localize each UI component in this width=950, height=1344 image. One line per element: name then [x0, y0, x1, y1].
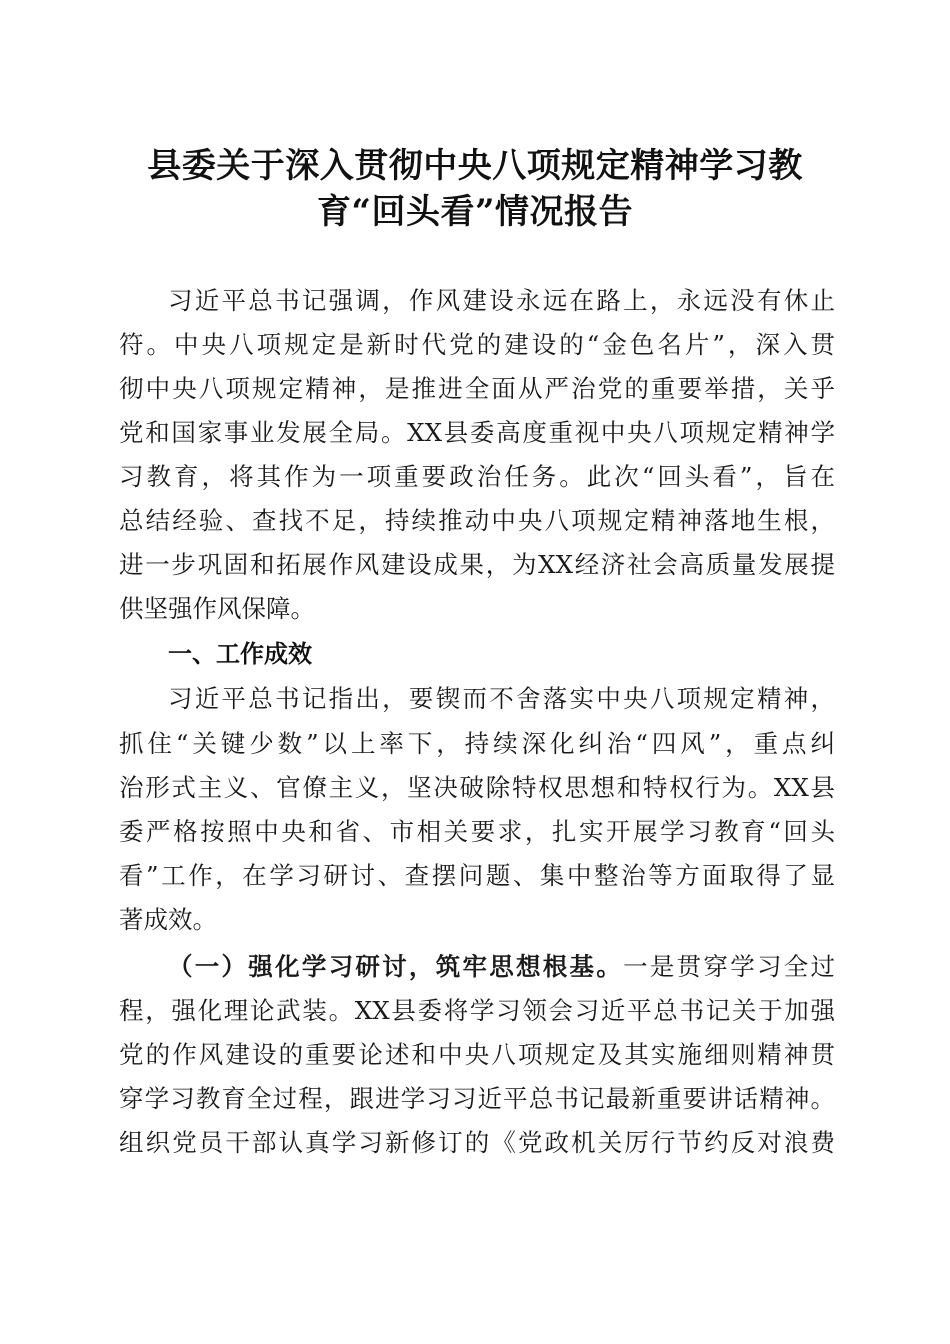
- subsection1-line: 党的作风建设的重要论述和中央八项规定及其实施细则精神贯: [119, 1040, 835, 1069]
- intro-line: 符。中央八项规定是新时代党的建设的“金色名片”，深入贯: [119, 330, 835, 359]
- section1-line: 著成效。: [119, 905, 217, 934]
- subsection1-line: 穿学习教育全过程，跟进学习习近平总书记最新重要讲话精神。: [119, 1084, 835, 1113]
- intro-line: 进一步巩固和拓展作风建设成果，为XX经济社会高质量发展提: [119, 550, 835, 579]
- section1-line: 治形式主义、官僚主义，坚决破除特权思想和特权行为。XX县: [119, 773, 835, 802]
- subsection1-line: 组织党员干部认真学习新修订的《党政机关厉行节约反对浪费: [119, 1128, 835, 1157]
- section1-line: 抓住“关键少数”以上率下，持续深化纠治“四风”，重点纠: [119, 729, 835, 758]
- intro-line: 彻中央八项规定精神，是推进全面从严治党的重要举措，关乎: [119, 374, 835, 403]
- intro-line: 总结经验、查找不足，持续推动中央八项规定精神落地生根，: [119, 506, 835, 535]
- document-title-line-1: 县委关于深入贯彻中央八项规定精神学习教: [147, 146, 803, 186]
- intro-line: 习近平总书记强调，作风建设永远在路上，永远没有休止: [168, 286, 835, 315]
- section1-line: 委严格按照中央和省、市相关要求，扎实开展学习教育“回头: [119, 817, 835, 846]
- intro-line: 供坚强作风保障。: [119, 594, 315, 623]
- subsection1-line: 程，强化理论武装。XX县委将学习领会习近平总书记关于加强: [119, 996, 835, 1025]
- section-heading: 一、工作成效: [168, 640, 312, 668]
- intro-line: 党和国家事业发展全局。XX县委高度重视中央八项规定精神学: [119, 418, 835, 447]
- subsection-first-rest: 一是贯穿学习全过: [623, 952, 836, 981]
- document-title-line-2: 育“回头看”情况报告: [316, 192, 634, 232]
- subsection1-first-line: [168, 947, 835, 987]
- section1-line: 习近平总书记指出，要锲而不舍落实中央八项规定精神，: [168, 684, 835, 713]
- intro-line: 习教育，将其作为一项重要政治任务。此次“回头看”，旨在: [119, 462, 835, 491]
- subsection-lead: （一）强化学习研讨，筑牢思想根基。: [168, 952, 624, 981]
- section1-line: 看”工作，在学习研讨、查摆问题、集中整治等方面取得了显: [119, 861, 835, 890]
